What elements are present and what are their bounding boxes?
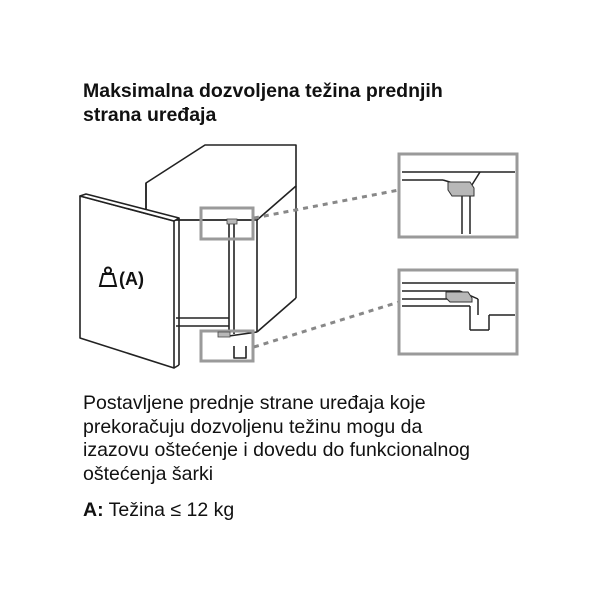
description-line-2: prekoračuju dozvoljenu težinu mogu da [83,415,423,438]
title-line-1: Maksimalna dozvoljena težina prednjih [83,80,443,102]
spec-key: A: [83,499,104,521]
weight-spec [83,499,234,522]
spec-value: Težina ≤ 12 kg [108,499,235,521]
description-line-3: izazovu oštećenje i dovedu do funkcionalnog [83,439,471,461]
title-line-2: strana uređaja [83,104,217,126]
lower-hinge-detail [399,270,517,354]
description [83,392,583,486]
lower-leader-line [254,302,399,347]
door-weight-label: (A) [119,269,144,289]
description-line-4: oštećenja šarki [83,462,214,485]
description-line-1: Postavljene prednje strane uređaja koje [83,392,426,414]
upper-hinge-detail [399,154,517,237]
